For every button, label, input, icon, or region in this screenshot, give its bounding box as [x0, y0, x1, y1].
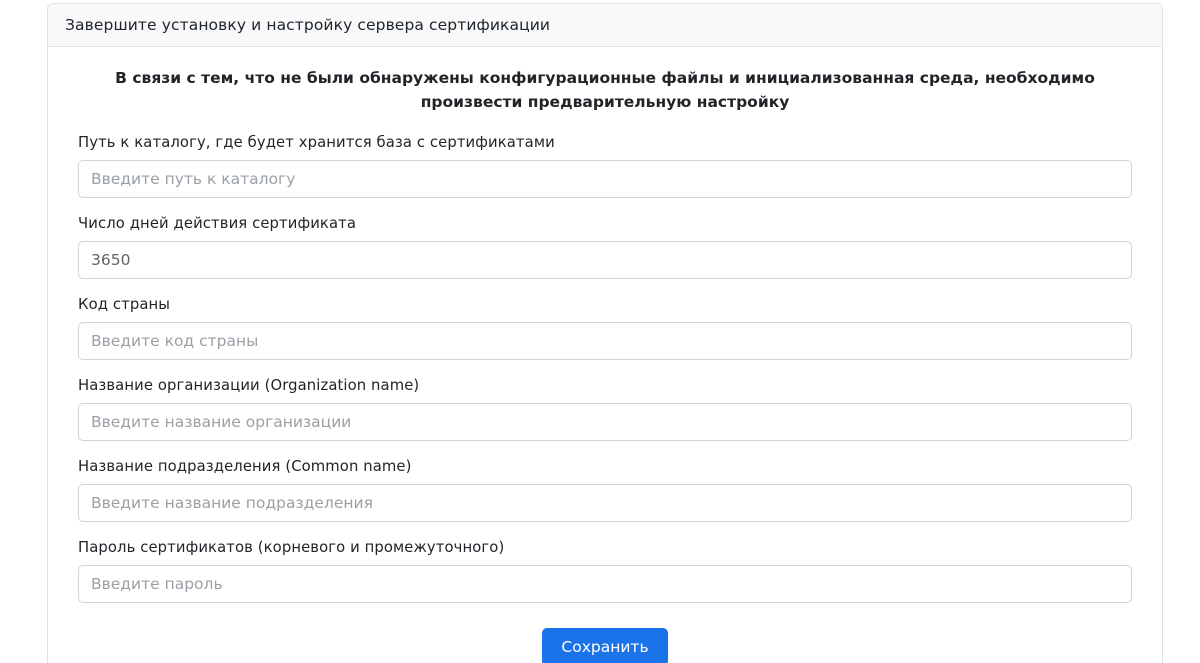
label-common-name: Название подразделения (Common name) — [78, 458, 412, 476]
certificate-days-input[interactable] — [78, 241, 1132, 279]
label-certificate-days: Число дней действия сертификата — [78, 215, 357, 233]
card-body — [48, 47, 1162, 663]
organization-name-input[interactable] — [78, 403, 1132, 441]
setup-card — [47, 3, 1163, 663]
label-country-code: Код страны — [78, 296, 171, 314]
card-header — [48, 4, 1162, 47]
country-code-input[interactable] — [78, 322, 1132, 360]
certificate-password-input[interactable] — [78, 565, 1132, 603]
form-group-certificate-password — [78, 539, 1132, 603]
page-title: Завершите установку и настройку сервера сертификации — [65, 16, 551, 34]
catalog-path-input[interactable] — [78, 160, 1132, 198]
intro-text: В связи с тем, что не были обнаружены конфигурационные файлы и инициализованная среда, необходимо произвести предварительную настройку — [115, 69, 1095, 112]
label-catalog-path: Путь к каталогу, где будет хранится база с сертификатами — [78, 134, 555, 152]
common-name-input[interactable] — [78, 484, 1132, 522]
form-group-organization-name — [78, 377, 1132, 441]
form-group-catalog-path — [78, 134, 1132, 198]
label-certificate-password: Пароль сертификатов (корневого и промежуточного) — [78, 539, 505, 557]
save-button[interactable]: Сохранить — [542, 628, 667, 663]
form-group-country-code — [78, 296, 1132, 360]
label-organization-name: Название организации (Organization name) — [78, 377, 420, 395]
form-group-certificate-days — [78, 215, 1132, 279]
form-group-common-name — [78, 458, 1132, 522]
submit-row — [78, 628, 1132, 663]
